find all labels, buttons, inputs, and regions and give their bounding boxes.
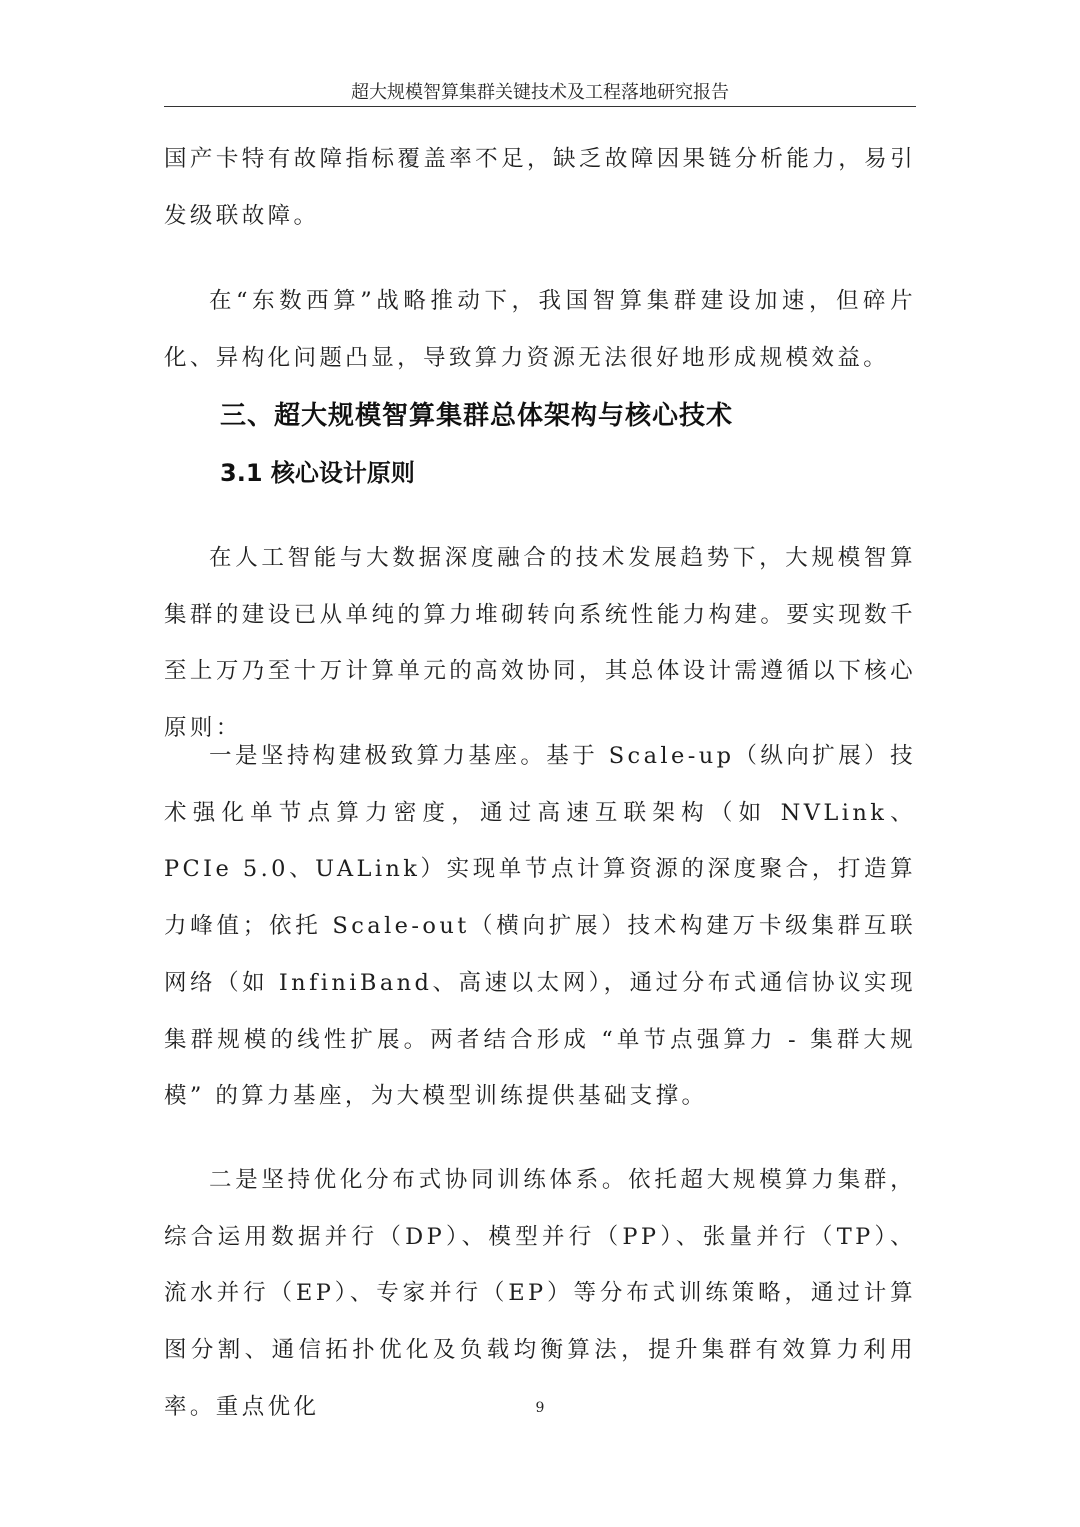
- continued-paragraph: 国产卡特有故障指标覆盖率不足，缺乏故障因果链分析能力，易引发级联故障。: [164, 146, 916, 229]
- page-number: 9: [535, 1400, 545, 1416]
- running-header: 超大规模智算集群关键技术及工程落地研究报告: [351, 82, 729, 103]
- paragraph-east-west: 在“东数西算”战略推动下，我国智算集群建设加速，但碎片化、异构化问题凸显，导致算力资源无法很好地形成规模效益。: [164, 288, 916, 371]
- paragraph-principle-1: 一是坚持构建极致算力基座。基于 Scale-up（纵向扩展）技术强化单节点算力密度，通过高速互联架构（如 NVLink、PCIe 5.0、UALink）实现单节点计算资源的深度聚合，打造算力峰值；依托 Scale-out（横向扩展）技术构建万卡级集群互联网络（如 InfiniBand、高速以太网），通过分布式通信协议实现集群规模的线性扩展。两者结合形成 “单节点强算力 - 集群大规模” 的算力基座，为大模型训练提供基础支撑。: [164, 743, 916, 1110]
- paragraph-intro: 在人工智能与大数据深度融合的技术发展趋势下，大规模智算集群的建设已从单纯的算力堆砌转向系统性能力构建。要实现数千至上万乃至十万计算单元的高效协同，其总体设计需遵循以下核心原则：: [164, 545, 916, 742]
- subsection-heading: 3.1 核心设计原则: [220, 459, 415, 487]
- paragraph-principle-2: 二是坚持优化分布式协同训练体系。依托超大规模算力集群，综合运用数据并行（DP）、模型并行（PP）、张量并行（TP）、流水并行（EP）、专家并行（EP）等分布式训练策略，通过计算图分割、通信拓扑优化及负载均衡算法，提升集群有效算力利用率。重点优化: [164, 1167, 916, 1420]
- header-divider: [164, 106, 916, 107]
- section-heading: 三、超大规模智算集群总体架构与核心技术: [220, 401, 734, 431]
